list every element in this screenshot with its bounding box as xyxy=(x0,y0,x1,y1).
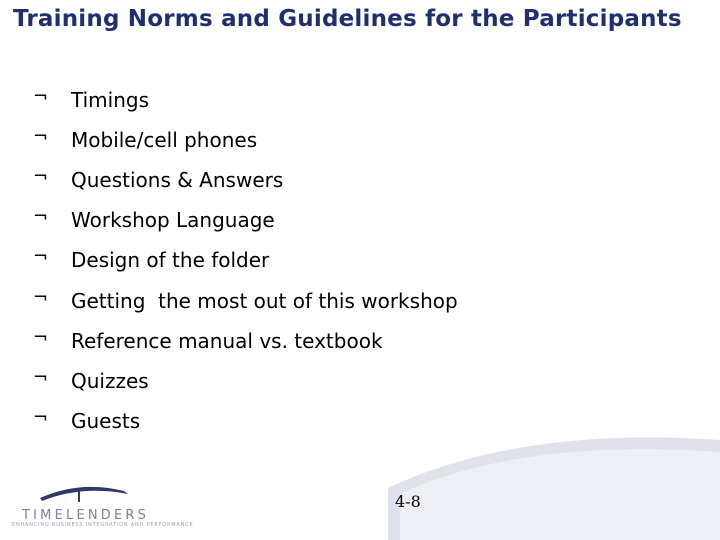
bullet-icon: ¬ xyxy=(33,246,49,267)
list-item xyxy=(0,124,600,154)
list-item xyxy=(0,204,600,234)
list-item-label: Reference manual vs. textbook xyxy=(71,329,383,353)
list-item-label: Questions & Answers xyxy=(71,168,284,192)
bullet-icon: ¬ xyxy=(33,367,49,388)
logo-arc-icon xyxy=(40,487,128,502)
list-item xyxy=(0,84,600,114)
logo-wordmark: TIMELENDERS xyxy=(22,508,150,523)
list-item xyxy=(0,405,600,435)
list-item-label: Quizzes xyxy=(71,369,149,393)
list-item-label: Guests xyxy=(71,409,141,433)
bullet-icon: ¬ xyxy=(33,287,49,308)
page-title: Training Norms and Guidelines for the Participants xyxy=(13,6,682,32)
list-item xyxy=(0,325,600,355)
bullet-icon: ¬ xyxy=(33,126,49,147)
list-item-label: Getting the most out of this workshop xyxy=(71,289,458,313)
bullet-icon: ¬ xyxy=(33,407,49,428)
bullet-icon: ¬ xyxy=(33,327,49,348)
page-number: 4-8 xyxy=(395,492,421,511)
bullet-icon: ¬ xyxy=(33,206,49,227)
list-item-label: Design of the folder xyxy=(71,248,270,272)
list-item-label: Timings xyxy=(71,88,149,112)
list-item xyxy=(0,244,600,274)
list-item xyxy=(0,285,600,315)
list-item xyxy=(0,365,600,395)
list-item-label: Mobile/cell phones xyxy=(71,128,258,152)
logo-tagline: ENHANCING BUSINESS INTEGRATION AND PERFORMANCE xyxy=(12,522,194,528)
bullet-icon: ¬ xyxy=(33,86,49,107)
list-item-label: Workshop Language xyxy=(71,208,275,232)
list-item xyxy=(0,164,600,194)
bullet-icon: ¬ xyxy=(33,166,49,187)
